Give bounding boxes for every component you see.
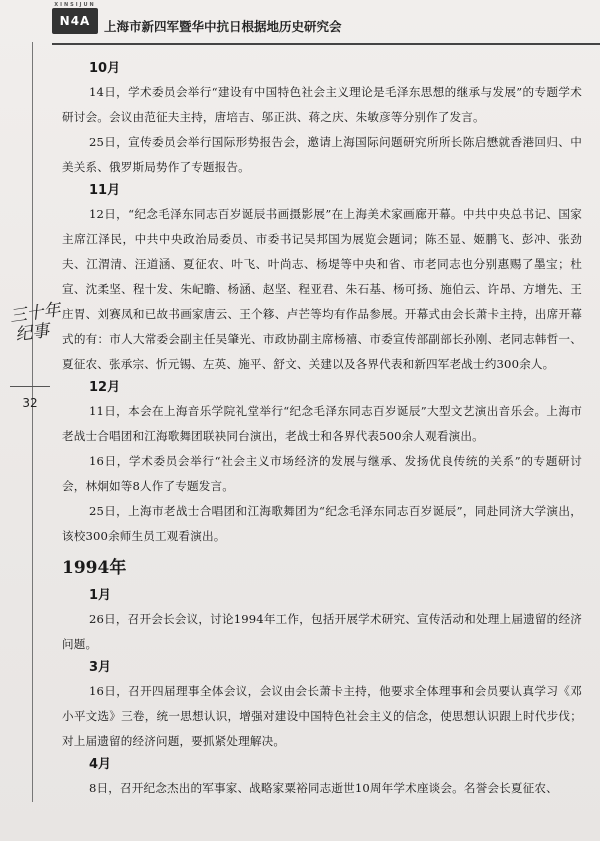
side-calligraphy: 三十年 纪事 (8, 300, 62, 346)
entry-paragraph: 16日，学术委员会举行“社会主义市场经济的发展与继承、发扬优良传统的关系”的专题研讨会，林炯如等8人作了专题发言。 (62, 454, 582, 493)
month-heading: 12月 (89, 380, 121, 395)
entry-paragraph: 16日，召开四届理事全体会议，会议由会长萧卡主持，他要求全体理事和会员要认真学习《邓小平文选》三卷，统一思想认识，增强对建设中国特色社会主义的信念，使思想认识跟上时代步伐；对上届遗留的经济问题，要抓紧处理解决。 (62, 684, 582, 748)
page-header (52, 2, 600, 40)
entry-paragraph: 8日，召开纪念杰出的军事家、战略家粟裕同志逝世10周年学术座谈会。名誉会长夏征农、 (89, 781, 558, 795)
year-heading: 1994年 (62, 558, 127, 578)
logo-tagline: XINSIJUN (54, 2, 96, 8)
entry-paragraph: 12日，“纪念毛泽东同志百岁诞辰书画摄影展”在上海美术家画廊开幕。中共中央总书记、国家主席江泽民，中共中央政治局委员、市委书记吴邦国为展览会题词；陈丕显、姬鹏飞、彭冲、张劲夫、江渭清、汪道涵、夏征农、叶飞、叶尚志、杨堤等中央和省、市老同志也分别惠赐了墨宝；杜宣、沈柔坚、程十发、朱屺瞻、杨涵、赵坚、程亚君、朱石基、杨可扬、施伯云、许昂、方增先、王庄胃、刘赛凤和已故书画家唐云、王个簃、卢芒等均有作品参展。开幕式由会长萧卡主持，出席开幕式的有：市人大常委会副主任吴肇光、市政协副主席杨禧、市委宣传部副部长孙刚、老同志韩哲一、夏征农、张承宗、忻元锡、左英、施平、舒文、关建以及各界代表和新四军老战士约300余人。 (62, 207, 582, 371)
month-heading: 4月 (89, 757, 112, 772)
page-number: 32 (22, 396, 38, 410)
organization-title: 上海市新四军暨华中抗日根据地历史研究会 (104, 19, 342, 34)
month-heading: 10月 (89, 61, 121, 76)
logo-text: N4A (59, 14, 91, 28)
entry-paragraph: 25日，宣传委员会举行国际形势报告会，邀请上海国际问题研究所所长陈启懋就香港回归、中美关系、俄罗斯局势作了专题报告。 (62, 135, 582, 174)
entry-paragraph: 11日，本会在上海音乐学院礼堂举行“纪念毛泽东同志百岁诞辰”大型文艺演出音乐会。上海市老战士合唱团和江海歌舞团联袂同台演出，老战士和各界代表500余人观看演出。 (62, 404, 582, 443)
page-number-rule (10, 386, 50, 387)
main-content (62, 58, 582, 801)
n4a-logo (52, 2, 98, 34)
entry-paragraph: 25日，上海市老战士合唱团和江海歌舞团为“纪念毛泽东同志百岁诞辰”，同赴同济大学演出，该校300余师生员工观看演出。 (62, 504, 582, 543)
month-heading: 11月 (89, 183, 121, 198)
side-rule (32, 42, 33, 802)
header-rule (52, 43, 600, 45)
month-heading: 1月 (89, 588, 112, 603)
entry-paragraph: 14日，学术委员会举行“建设有中国特色社会主义理论是毛泽东思想的继承与发展”的专题学术研讨会。会议由范征夫主持，唐培吉、邬正洪、蒋之庆、朱敏彦等分别作了发言。 (62, 85, 582, 124)
month-heading: 3月 (89, 660, 112, 675)
entry-paragraph: 26日，召开会长会议，讨论1994年工作，包括开展学术研究、宣传活动和处理上届遗留的经济问题。 (62, 612, 582, 651)
